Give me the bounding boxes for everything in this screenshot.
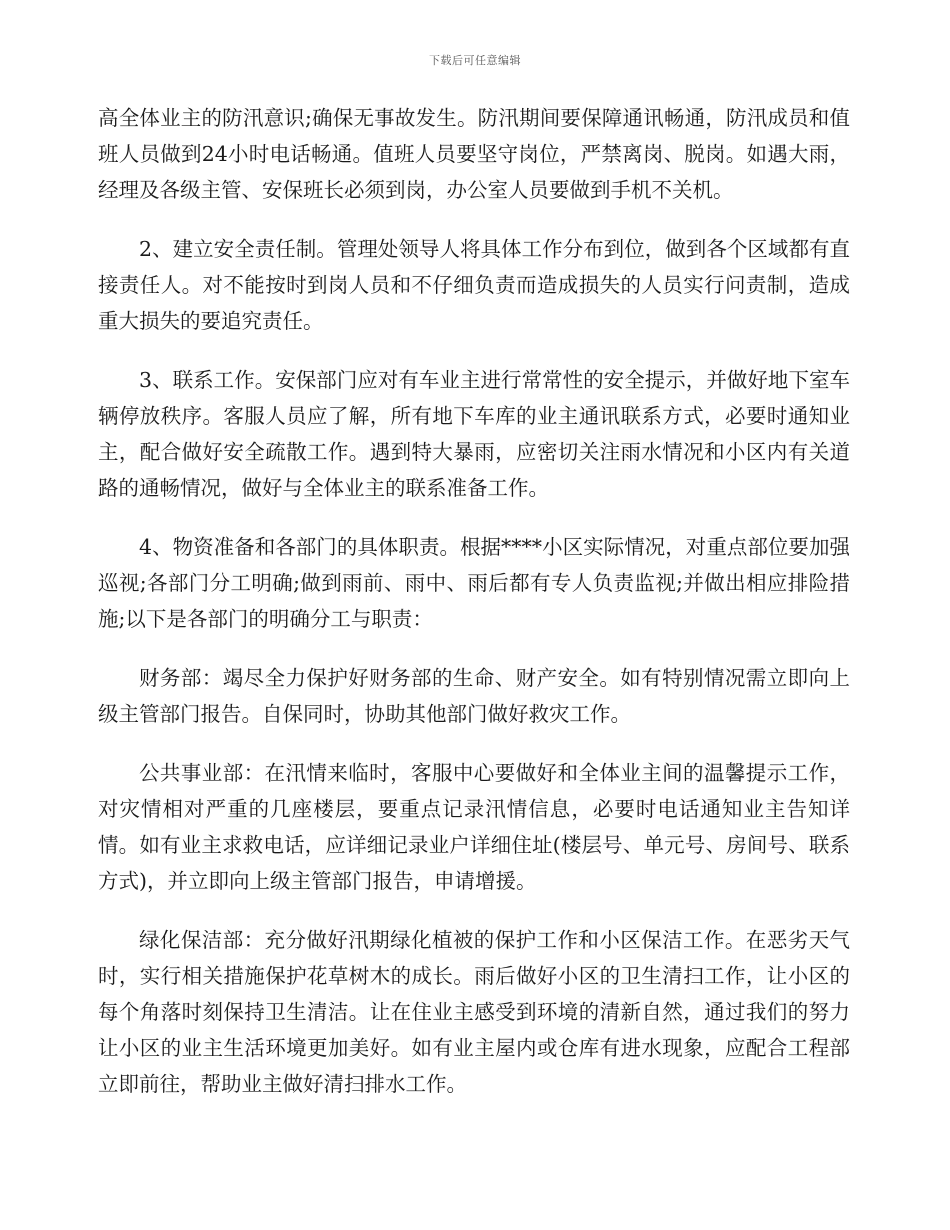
paragraph-greening-cleaning-dept: 绿化保洁部：充分做好汛期绿化植被的保护工作和小区保洁工作。在恶劣天气时，实行相关措施保护花草树木的成长。雨后做好小区的卫生清扫工作，让小区的每个角落时刻保持卫生清洁。让在住业主感受到环境的清新自然，通过我们的努力让小区的业主生活环境更加美好。如有业主屋内或仓库有进水现象，应配合工程部立即前往，帮助业主做好清扫排水工作。 [98, 928, 850, 1096]
document-body [98, 100, 850, 1125]
paragraph-finance-dept: 财务部：竭尽全力保护好财务部的生命、财产安全。如有特别情况需立即向上级主管部门报告。自保同时，协助其他部门做好救灾工作。 [98, 666, 850, 726]
paragraph-safety-responsibility: 2、建立安全责任制。管理处领导人将具体工作分布到位，做到各个区域都有直接责任人。对不能按时到岗人员和不仔细负责而造成损失的人员实行问责制，造成重大损失的要追究责任。 [98, 237, 850, 333]
paragraph-liaison-work: 3、联系工作。安保部门应对有车业主进行常常性的安全提示，并做好地下室车辆停放秩序。客服人员应了解，所有地下车库的业主通讯联系方式，必要时通知业主，配合做好安全疏散工作。遇到特大暴雨，应密切关注雨水情况和小区内有关道路的通畅情况，做好与全体业主的联系准备工作。 [98, 368, 850, 500]
paragraph-flood-awareness: 高全体业主的防汛意识;确保无事故发生。防汛期间要保障通讯畅通，防汛成员和值班人员做到24小时电话畅通。值班人员要坚守岗位，严禁离岗、脱岗。如遇大雨，经理及各级主管、安保班长必须到岗，办公室人员要做到手机不关机。 [98, 106, 850, 202]
paragraph-public-affairs-dept: 公共事业部：在汛情来临时，客服中心要做好和全体业主间的温馨提示工作，对灾情相对严重的几座楼层，要重点记录汛情信息，必要时电话通知业主告知详情。如有业主求救电话，应详细记录业户详细住址(楼层号、单元号、房间号、联系方式)，并立即向上级主管部门报告，申请增援。 [98, 761, 850, 893]
paragraph-materials-duties: 4、物资准备和各部门的具体职责。根据****小区实际情况，对重点部位要加强巡视;各部门分工明确;做到雨前、雨中、雨后都有专人负责监视;并做出相应排险措施;以下是各部门的明确分工与职责： [98, 535, 850, 631]
page-header-note: 下载后可任意编辑 [429, 54, 521, 67]
